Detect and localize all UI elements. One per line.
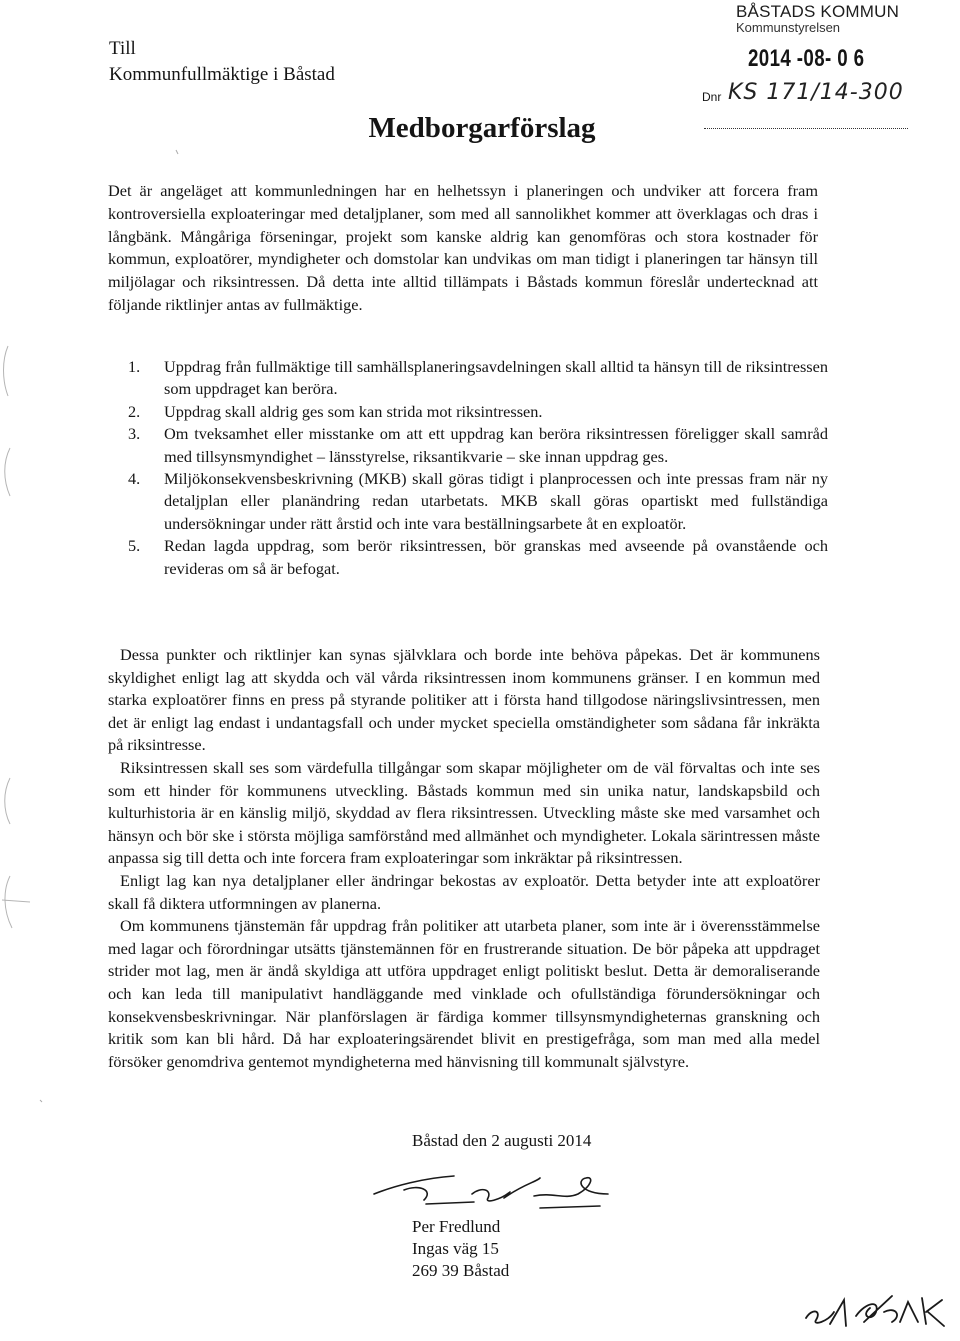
sender-street: Ingas väg 15 — [412, 1239, 499, 1258]
title-text: Medborgarförslag — [368, 112, 596, 144]
list-number: 4. — [128, 469, 141, 489]
body-paragraph-1: Dessa punkter och riktlinjer kan synas självklara och borde inte behöva påpekas. Det är kommunens skyldighet enligt lag att skydda och väl vårda riksintressen inom kommunens gränser. I en kommun med starka exploatörer finns en press på styrande politiker att i första hand tillgodose näringslivsintressen, men det är enligt lag endast i undantagsfall och under mycket speciella omständigheter som sådana får inkräkta på riksintresse. — [108, 645, 820, 755]
list-number: 2. — [128, 401, 141, 421]
guidelines-list — [128, 356, 828, 580]
registration-stamp — [702, 2, 936, 105]
addressee-line-1: Till — [109, 38, 136, 59]
body-paragraph-4: Om kommunens tjänstemän får uppdrag från politiker att utarbeta planer, som inte är i överensstämmelse med lagar och förordningar utsätts tjänstemännen för en frustrerande situation. De bör påpeka att uppdraget strider mot lag, men är ändå skyldiga att utföra uppdraget enligt politiskt beslut. Detta är demoraliserande och kan leda till manipulativt handläggande med vinklade och ofullständiga förundersökningar och konsekvensbeskrivningar. När planförslagen är färdiga kommer tillsynsmyndigheternas granskning och kritik som kan bli hård. Då har exploateringsärendet blivit en prestigefråga, som man med alla medel försöker genomdriva gentemot myndigheterna med hänvisning till kommunalt självstyre. — [108, 916, 820, 1071]
stamp-date: 2014 -08- 0 6 — [748, 45, 865, 72]
list-item — [128, 401, 828, 423]
place-date: Båstad den 2 augusti 2014 — [412, 1131, 592, 1150]
signature-drawing — [364, 1164, 624, 1216]
list-number: 3. — [128, 424, 141, 444]
sender-postal: 269 39 Båstad — [412, 1261, 510, 1280]
body-text — [108, 644, 820, 1073]
stamp-organization: BÅSTADS KOMMUN — [736, 2, 900, 21]
addressee — [109, 36, 335, 88]
list-number: 5. — [128, 536, 141, 556]
signature-block — [412, 1130, 624, 1282]
handwritten-initials — [800, 1282, 950, 1336]
list-text: Uppdrag skall aldrig ges som kan strida mot riksintressen. — [164, 401, 543, 421]
body-paragraph-2: Riksintressen skall ses som värdefulla tillgångar som skapar möjligheter om de väl förvaltas och inte ses som ett hinder för kommunens utveckling. Båstads kommun med sin unika natur, landskapsbild och kulturhistoria är en känslig miljö, skyddad av flera riksintressen. Utveckling måste ske med varsamhet och hänsyn och bör ske i största möjliga samförstånd med allmänhet och myndigheter. Lokala särintressen måste anpassa sig till detta och inte forcera fram exploateringar som inkräktar på riksintressen. — [108, 757, 820, 868]
dnr-label: Dnr — [702, 90, 722, 104]
initials-drawing — [800, 1282, 950, 1336]
stamp-department: Kommunstyrelsen — [736, 20, 841, 35]
document-title — [0, 112, 960, 145]
list-text: Redan lagda uppdrag, som berör riksintressen, bör granskas med avseende på ovanstående och revideras om så är befogat. — [164, 536, 828, 578]
intro-paragraph: Det är angeläget att kommunledningen har en helhetssyn i planeringen och undviker att forcera fram kontroversiella exploateringar med detaljplaner, som med all sannolikhet kommer att överklagas och dras i långbänk. Mångåriga förseningar, projekt som kanske aldrig kan genomföras och stora kostnader för kommun, exploatörer, myndigheter och domstolar kan undvikas om man tidigt i planeringen tar hänsyn till miljölagar och riksintressen. Då detta inte alltid tillämpats i Båstads kommun föreslår undertecknad att följande riktlinjer antas av fullmäktige. — [108, 181, 818, 314]
dnr-value: KS 171/14-300 — [728, 80, 904, 105]
list-item — [128, 423, 828, 468]
list-text: Miljökonsekvensbeskrivning (MKB) skall göras tidigt i planprocessen och inte pressas fram när ny detaljplan eller planändring redan utarbetats. MKB skall göras opartiskt med fullständiga undersökningar under rätt årstid och inte vara beställningsarbete åt en exploatör. — [164, 469, 828, 533]
list-text: Uppdrag från fullmäktige till samhällsplaneringsavdelningen skall alltid ta hänsyn till de riksintressen som uppdraget kan beröra. — [164, 357, 828, 399]
addressee-line-2: Kommunfullmäktige i Båstad — [109, 64, 335, 85]
list-item — [128, 356, 828, 401]
list-item — [128, 535, 828, 580]
list-item — [128, 468, 828, 535]
sender-address — [412, 1216, 624, 1282]
list-number: 1. — [128, 357, 141, 376]
handwritten-signature — [364, 1164, 624, 1216]
body-paragraph-3: Enligt lag kan nya detaljplaner eller ändringar bekostas av exploatör. Detta betyder inte att exploatörer skall få diktera utformningen av planerna. — [108, 870, 820, 913]
list-text: Om tveksamhet eller misstanke om att ett uppdrag kan beröra riksintressen föreligger skall samråd med tillsynsmyndighet – länsstyrelse, riksantikvarie – ske innan uppdrag ges. — [164, 424, 828, 466]
sender-name: Per Fredlund — [412, 1217, 501, 1236]
